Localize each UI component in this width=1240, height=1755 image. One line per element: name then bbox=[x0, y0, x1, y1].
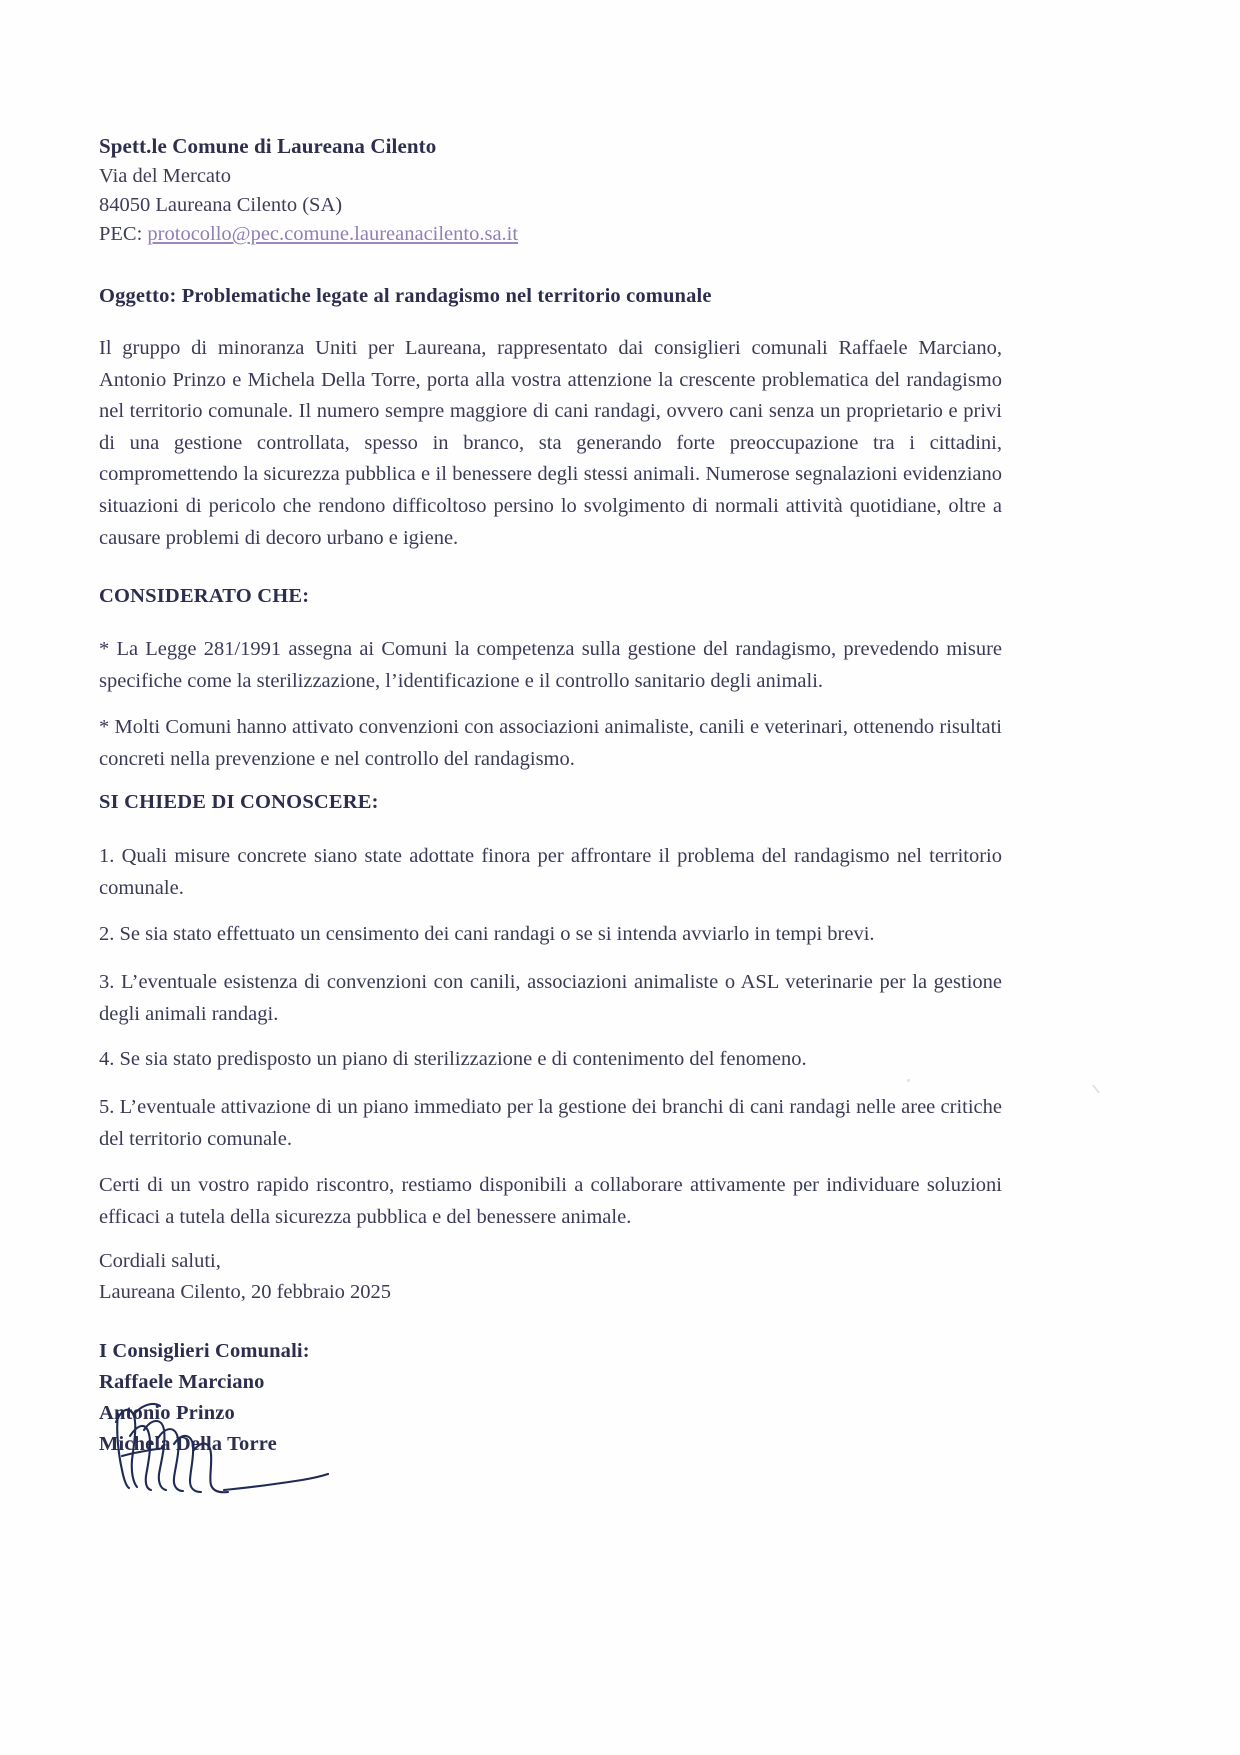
richiesta-heading: SI CHIEDE DI CONOSCERE: bbox=[99, 791, 379, 813]
recipient-city-line: 84050 Laureana Cilento (SA) bbox=[99, 193, 343, 216]
considerato-item-1: * La Legge 281/1991 assegna ai Comuni la competenza sulla gestione del randagismo, prevedendo misure specifiche come la sterilizzazione, l’identificazione e il controllo sanitario degli animali. bbox=[99, 638, 1002, 692]
signer-name-2: Antonio Prinzo bbox=[99, 1402, 235, 1424]
signers-title: I Consiglieri Comunali: bbox=[99, 1340, 310, 1362]
subject-line: Oggetto: Problematiche legate al randagismo nel territorio comunale bbox=[99, 285, 712, 307]
recipient-address-block bbox=[99, 132, 518, 249]
recipient-organization: Spett.le Comune di Laureana Cilento bbox=[99, 134, 437, 158]
signers-block bbox=[99, 1336, 310, 1460]
recipient-street: Via del Mercato bbox=[99, 164, 231, 187]
greeting-line: Cordiali saluti, bbox=[99, 1250, 221, 1272]
richiesta-item-1: 1. Quali misure concrete siano state adottate finora per affrontare il problema del randagismo nel territorio comunale. bbox=[99, 845, 1002, 899]
considerato-item-2: * Molti Comuni hanno attivato convenzioni con associazioni animaliste, canili e veterinari, ottenendo risultati concreti nella prevenzione e nel controllo del randagismo. bbox=[99, 716, 1002, 770]
signer-name-1: Raffaele Marciano bbox=[99, 1371, 265, 1393]
intro-paragraph: Il gruppo di minoranza Uniti per Laureana, rappresentato dai consiglieri comunali Raffaele Marciano, Antonio Prinzo e Michela Della Torre, porta alla vostra attenzione la crescente problematica del randagismo nel territorio comunale. Il numero sempre maggiore di cani randagi, ovvero cani senza un proprietario e privi di una gestione controllata, spesso in branco, sta generando forte preoccupazione tra i cittadini, compromettendo la sicurezza pubblica e il benessere degli stessi animali. Numerose segnalazioni evidenziano situazioni di pericolo che rendono difficoltoso persino lo svolgimento di normali attività quotidiane, oltre a causare problemi di decoro urbano e igiene. bbox=[99, 337, 1002, 549]
scan-artifact-dot-1 bbox=[907, 1079, 910, 1082]
richiesta-item-4: 4. Se sia stato predisposto un piano di sterilizzazione e di contenimento del fenomeno. bbox=[99, 1048, 807, 1070]
signer-name-3: Michela Della Torre bbox=[99, 1433, 277, 1455]
pec-email-link[interactable]: protocollo@pec.comune.laureanacilento.sa.it bbox=[147, 223, 519, 246]
letter-body bbox=[99, 0, 1002, 1755]
closing-paragraph: Certi di un vostro rapido riscontro, restiamo disponibili a collaborare attivamente per individuare soluzioni efficaci a tutela della sicurezza pubblica e del benessere animale. bbox=[99, 1174, 1002, 1228]
richiesta-item-5: 5. L’eventuale attivazione di un piano immediato per la gestione dei branchi di cani randagi nelle aree critiche del territorio comunale. bbox=[99, 1096, 1002, 1150]
richiesta-item-3: 3. L’eventuale esistenza di convenzioni con canili, associazioni animaliste o ASL veterinarie per la gestione degli animali randagi. bbox=[99, 971, 1002, 1025]
scan-artifact-mark-1 bbox=[1092, 1084, 1100, 1093]
richiesta-item-2: 2. Se sia stato effettuato un censimento dei cani randagi o se si intenda avviarlo in tempi brevi. bbox=[99, 923, 875, 945]
place-date-line: Laureana Cilento, 20 febbraio 2025 bbox=[99, 1281, 392, 1303]
considerato-heading: CONSIDERATO CHE: bbox=[99, 585, 310, 607]
recipient-pec-line bbox=[99, 220, 518, 249]
pec-label: PEC: bbox=[99, 223, 143, 246]
